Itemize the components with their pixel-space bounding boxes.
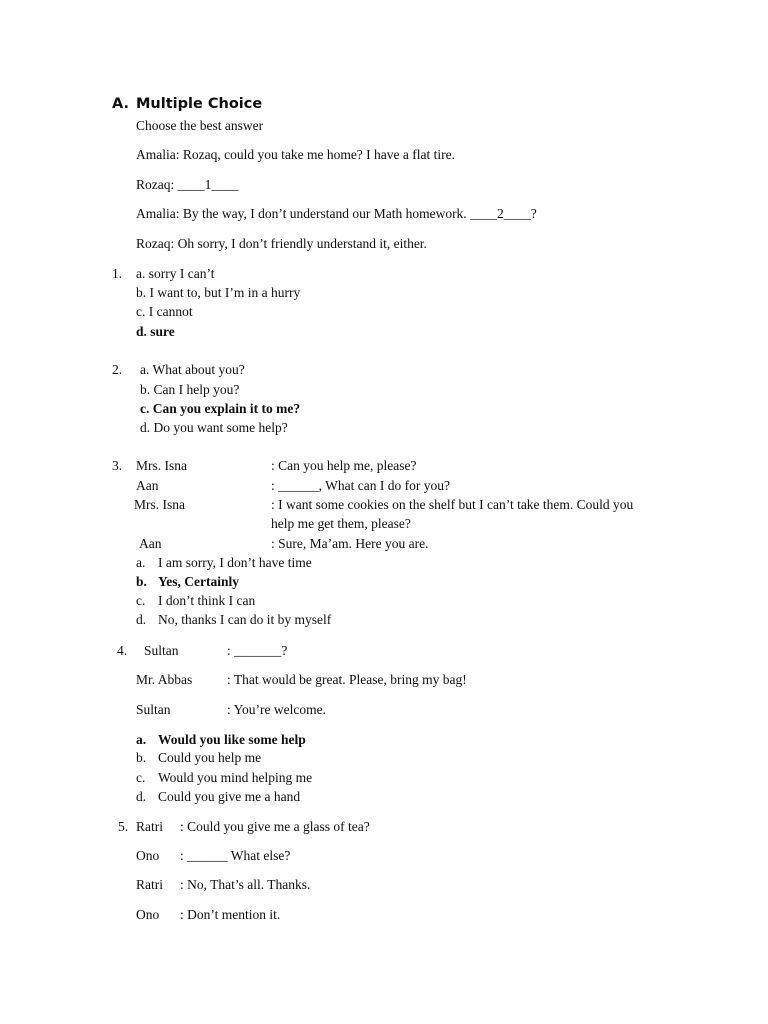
dialog-line: : Can you help me, please? <box>271 458 417 473</box>
answer-option: Would you like some help <box>158 732 306 747</box>
option: Would you mind helping me <box>158 770 313 785</box>
intro-line: Rozaq: ____1____ <box>136 177 239 192</box>
dialog-line: : Don’t mention it. <box>180 907 281 922</box>
dialog-speaker: Mr. Abbas <box>136 672 193 687</box>
dialog-speaker: Aan <box>139 536 162 551</box>
dialog-speaker: Ono <box>136 848 160 863</box>
intro-line: Rozaq: Oh sorry, I don’t friendly understand it, either. <box>136 236 427 251</box>
option: Could you help me <box>158 750 262 765</box>
option: I don’t think I can <box>158 593 256 608</box>
dialog-line: : _______? <box>227 643 288 658</box>
option: a. sorry I can’t <box>136 266 215 281</box>
answer-option: Yes, Certainly <box>158 574 239 589</box>
answer-option: c. Can you explain it to me? <box>140 401 301 416</box>
option-letter: c. <box>136 593 146 608</box>
option-letter: b. <box>136 574 147 589</box>
question-number: 2. <box>112 362 123 377</box>
option-letter: b. <box>136 750 147 765</box>
option: I am sorry, I don’t have time <box>158 555 312 570</box>
instruction: Choose the best answer <box>136 118 264 133</box>
dialog-speaker: Mrs. Isna <box>136 458 187 473</box>
question-number: 3. <box>112 458 123 473</box>
option-letter: d. <box>136 612 147 627</box>
dialog-line: : No, That’s all. Thanks. <box>180 877 311 892</box>
option-letter: a. <box>136 555 146 570</box>
option: c. I cannot <box>136 304 193 319</box>
answer-option: d. sure <box>136 324 175 339</box>
dialog-line: : ______ What else? <box>180 848 291 863</box>
dialog-line: : Could you give me a glass of tea? <box>180 819 370 834</box>
dialog-speaker: Mrs. Isna <box>134 497 185 512</box>
dialog-speaker: Sultan <box>136 702 171 717</box>
option-letter: a. <box>136 732 147 747</box>
option: Could you give me a hand <box>158 789 301 804</box>
dialog-speaker: Ratri <box>136 877 163 892</box>
dialog-speaker: Ratri <box>136 819 163 834</box>
option: b. Can I help you? <box>140 382 240 397</box>
intro-line: Amalia: Rozaq, could you take me home? I have a flat tire. <box>136 147 456 162</box>
option-letter: c. <box>136 770 146 785</box>
dialog-speaker: Ono <box>136 907 160 922</box>
option: b. I want to, but I’m in a hurry <box>136 285 301 300</box>
question-number: 4. <box>117 643 128 658</box>
option-letter: d. <box>136 789 147 804</box>
dialog-speaker: Sultan <box>144 643 179 658</box>
dialog-line: : ______, What can I do for you? <box>271 478 450 493</box>
dialog-line-continued: help me get them, please? <box>271 516 411 531</box>
question-number: 1. <box>112 266 123 281</box>
intro-line: Amalia: By the way, I don’t understand our Math homework. ____2____? <box>136 206 537 221</box>
dialog-line: : That would be great. Please, bring my bag! <box>227 672 467 687</box>
dialog-line: : Sure, Ma’am. Here you are. <box>271 536 429 551</box>
dialog-line: : I want some cookies on the shelf but I can’t take them. Could you <box>271 497 634 512</box>
option: d. Do you want some help? <box>140 420 288 435</box>
dialog-speaker: Aan <box>136 478 159 493</box>
option: a. What about you? <box>140 362 245 377</box>
section-letter: A. <box>112 96 129 112</box>
dialog-line: : You’re welcome. <box>227 702 326 717</box>
section-title: Multiple Choice <box>136 96 263 112</box>
option: No, thanks I can do it by myself <box>158 612 332 627</box>
question-number: 5. <box>118 819 129 834</box>
